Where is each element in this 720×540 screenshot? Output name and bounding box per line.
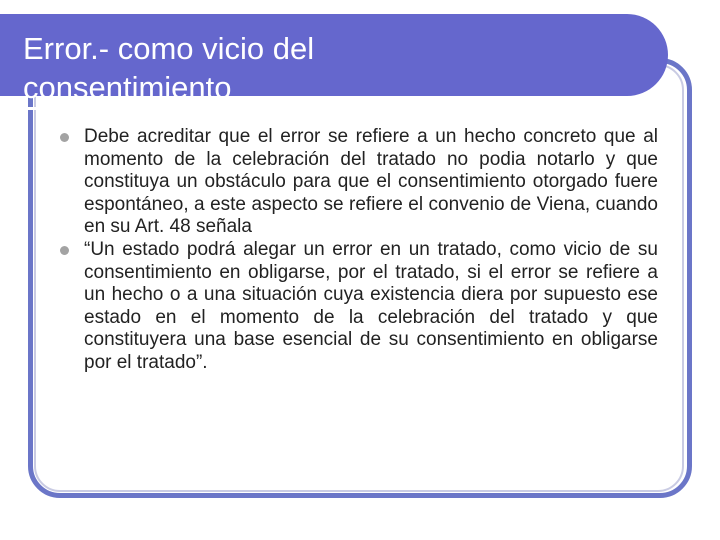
slide-title-line-1: Error.- como vicio del (23, 31, 315, 66)
slide-title-line-2: consentimiento (23, 70, 232, 105)
bullet-text: Debe acreditar que el error se refiere a un hecho concreto que al momento de la celebración del tratado no podia notarlo y que constituya un obstáculo para que el consentimiento otorgado fuere espontáneo, a este aspecto se refiere el convenio de Viena, cuando en su Art. 48 señala (84, 126, 658, 238)
title-underline (0, 107, 636, 110)
bullet-text: “Un estado podrá alegar un error en un tratado, como vicio de su consentimiento en obligarse, por el tratado, si el error se refiere a un hecho o a una situación cuya existencia diera por supuesto ese estado en el momento de la celebración del tratado y que constituyera una base esencial de su consentimiento en obligarse por el tratado”. (84, 238, 658, 373)
slide-title (23, 29, 314, 107)
bullet-item (60, 126, 658, 239)
bullet-list (60, 126, 658, 375)
bullet-dot-icon (60, 133, 69, 142)
title-bar (0, 14, 668, 105)
bullet-item (60, 239, 658, 375)
bullet-dot-icon (60, 246, 69, 255)
